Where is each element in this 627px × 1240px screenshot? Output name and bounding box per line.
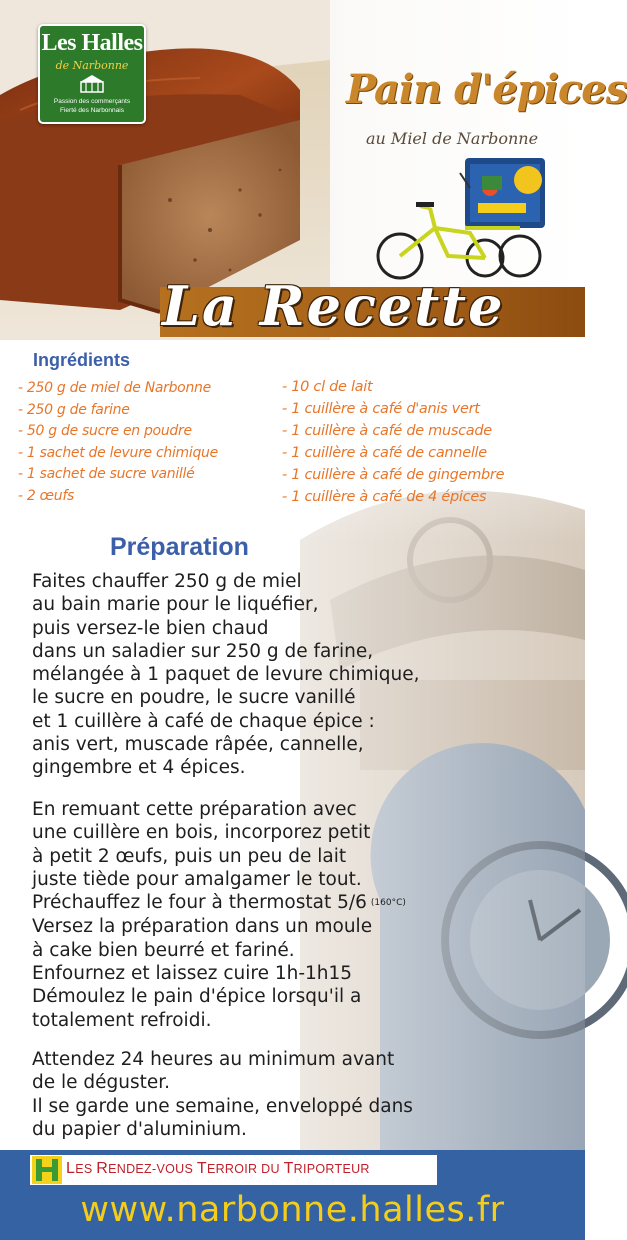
footer: [0, 1150, 585, 1240]
preparation-line: du papier d'aluminium.: [32, 1118, 247, 1140]
ingredient-item: - 10 cl de lait: [282, 379, 373, 395]
ingredient-item: - 250 g de miel de Narbonne: [18, 380, 211, 396]
brand-part: ENDEZ-VOUS: [108, 1162, 197, 1176]
les-halles-logo[interactable]: [38, 24, 146, 124]
preparation-line: juste tiède pour amalgamer le tout.: [32, 868, 362, 890]
preparation-line-oven: [32, 891, 406, 915]
brand-initial: L: [66, 1160, 76, 1177]
ingredient-item: - 1 cuillère à café de cannelle: [282, 445, 487, 461]
preparation-line: une cuillère en bois, incorporez petit: [32, 822, 371, 844]
preparation-line: Versez la préparation dans un moule: [32, 916, 373, 938]
preparation-paragraph: [32, 1048, 413, 1141]
ingredient-item: - 1 cuillère à café d'anis vert: [282, 401, 480, 417]
preparation-line: Enfournez et laissez cuire 1h-1h15: [32, 963, 353, 985]
preparation-paragraph: [32, 798, 406, 1032]
logo-tagline: Fierté des Narbonnais: [60, 107, 124, 114]
preparation-line: de le déguster.: [32, 1072, 171, 1094]
preparation-line: le sucre en poudre, le sucre vanillé: [32, 687, 356, 709]
ingredients-heading: Ingrédients: [33, 350, 131, 370]
preparation-line: puis versez-le bien chaud: [32, 617, 269, 639]
preparation-line: et 1 cuillère à café de chaque épice :: [32, 710, 375, 732]
terroir-banner: [30, 1155, 437, 1185]
preparation-line: Attendez 24 heures au minimum avant: [32, 1049, 395, 1070]
ingredient-item: - 1 sachet de levure chimique: [18, 444, 218, 461]
recipe-title: Pain d'épices: [346, 66, 627, 113]
website-link[interactable]: www.narbonne.halles.fr: [80, 1190, 505, 1230]
preparation-line: totalement refroidi.: [32, 1009, 212, 1031]
ingredients-list-left: [18, 378, 218, 507]
ingredient-item: - 50 g de sucre en poudre: [18, 423, 192, 439]
preparation-line: au bain marie pour le liquéfier,: [32, 594, 319, 616]
ingredients-list-right: [282, 376, 504, 508]
logo-tagline: Passion des commerçants: [53, 98, 131, 105]
brand-initial: T: [196, 1160, 207, 1177]
preparation-line: gingembre et 4 épices.: [32, 757, 246, 779]
ingredient-item: - 1 cuillère à café de gingembre: [282, 467, 505, 483]
ingredient-item: - 250 g de farine: [18, 401, 130, 418]
logo-script: de Narbonne: [55, 59, 129, 72]
preparation-line: mélangée à 1 paquet de levure chimique,: [32, 664, 420, 686]
preparation-paragraph: [32, 570, 420, 780]
preparation-line: à petit 2 œufs, puis un peu de lait: [32, 845, 347, 867]
halles-h-logo-icon: [32, 1156, 62, 1184]
brand-initial: T: [283, 1160, 294, 1177]
ingredient-item: - 1 cuillère à café de 4 épices: [282, 489, 487, 505]
ingredient-item: - 1 sachet de sucre vanillé: [18, 466, 195, 482]
brand-part: ERROIR DU: [206, 1162, 284, 1176]
preparation-line: à cake bien beurré et fariné.: [32, 939, 295, 961]
preparation-line: anis vert, muscade râpée, cannelle,: [32, 734, 364, 756]
preparation-line: Il se garde une semaine, enveloppé dans: [32, 1095, 413, 1117]
preparation-heading: Préparation: [110, 533, 249, 561]
recette-banner-title: La Recette: [162, 274, 505, 338]
logo-title: Les Halles: [41, 30, 143, 56]
brand-part: RIPORTEUR: [293, 1162, 370, 1176]
brand-initial: R: [96, 1160, 109, 1177]
oven-temperature-note: (160°C): [370, 898, 406, 909]
terroir-banner-text: [66, 1160, 370, 1178]
preparation-line: Démoulez le pain d'épice lorsqu'il a: [32, 986, 362, 1008]
triporteur-tricycle-image: [370, 148, 555, 283]
market-hall-icon: [78, 72, 106, 94]
header: [0, 0, 627, 340]
brand-part: ES: [75, 1162, 97, 1176]
recipe-subtitle: au Miel de Narbonne: [366, 129, 539, 148]
preparation-line: Faites chauffer 250 g de miel: [32, 571, 302, 592]
ingredient-item: - 2 œufs: [18, 487, 74, 504]
preparation-line-text: Préchauffez le four à thermostat 5/6: [32, 892, 367, 914]
ingredient-item: - 1 cuillère à café de muscade: [282, 423, 492, 439]
preparation-line: dans un saladier sur 250 g de farine,: [32, 640, 374, 662]
preparation-line: En remuant cette préparation avec: [32, 799, 357, 820]
